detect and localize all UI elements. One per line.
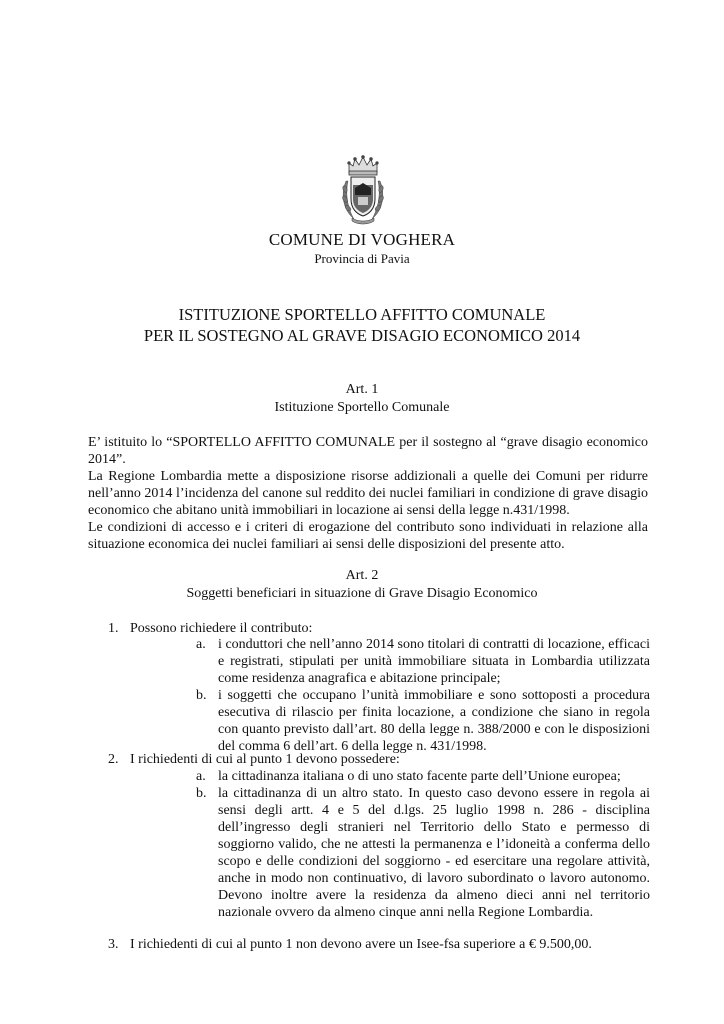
list-number: 2. (108, 752, 119, 767)
list-item-text: I richiedenti di cui al punto 1 devono possedere: (130, 752, 400, 767)
municipality-name: COMUNE DI VOGHERA (268, 230, 456, 249)
article-1-paragraph-3: Le condizioni di accesso e i criteri di erogazione del contributo sono individuati in relazione alla situazione economica dei nuclei familiari ai sensi delle disposizioni del presente atto. (88, 520, 648, 552)
article-2-subtitle: Soggetti beneficiari in situazione di Grave Disagio Economico (186, 586, 538, 601)
sub-item-2b (196, 785, 656, 938)
list-number: 3. (108, 937, 119, 952)
article-1-heading: Art. 1 (345, 382, 379, 397)
article-1-paragraph-2: La Regione Lombardia mette a disposizione risorse addizionali a quelle dei Comuni per ridurre nell’anno 2014 l’incidenza del canone sul reddito dei nuclei familiari in condizione di grave disagio economico che abitano unità immobiliari in locazione ai sensi della legge n.431/1998. (88, 469, 648, 518)
province-name: Provincia di Pavia (314, 251, 410, 266)
sub-item-text: i conduttori che nell’anno 2014 sono titolari di contratti di locazione, efficaci e registrati, stipulati per unità immobiliare situata in Lombardia utilizzata come residenza anagrafica e abitazione principale; (218, 637, 650, 686)
list-item-text: Possono richiedere il contributo: (130, 621, 313, 636)
sub-item-text: la cittadinanza di un altro stato. In questo caso devono essere in regola ai sensi degli artt. 4 e 5 del d.lgs. 25 luglio 1998 n. 286 - disciplina dell’ingresso degli stranieri nel Territorio dello Stato e permesso di soggiorno valido, che ne attesti la permanenza e l’idoneità a conferma dello scopo e delle condizioni del soggiorno - ed esercitare una regolare attività, anche in modo non continuativo, di lavoro subordinato o lavoro autonomo. Devono inoltre avere la residenza da almeno dieci anni nel territorio nazionale ovvero da almeno cinque anni nella Regione Lombardia. (218, 786, 650, 920)
article-2-heading: Art. 2 (345, 568, 379, 583)
coat-of-arms-icon (340, 155, 386, 225)
sub-item-text: la cittadinanza italiana o di uno stato facente parte dell’Unione europea; (218, 769, 621, 784)
article-1-paragraph-1: E’ istituito lo “SPORTELLO AFFITTO COMUNALE per il sostegno al “grave disagio economico 2014”. (88, 435, 648, 467)
sub-item-letter: a. (196, 769, 206, 784)
sub-item-1b (196, 687, 656, 755)
list-number: 1. (108, 621, 119, 636)
article-1-subtitle: Istituzione Sportello Comunale (274, 400, 450, 415)
sub-item-2a (196, 768, 656, 785)
sub-item-text: i soggetti che occupano l’unità immobiliare e sono sottoposti a procedura esecutiva di rilascio per finita locazione, a condizione che siano in regola con quanto previsto dall’art. 80 della legge n. 388/2000 e con le disposizioni del comma 6 dell’art. 6 della legge n. 431/1998. (218, 688, 650, 754)
document-title-line-2: PER IL SOSTEGNO AL GRAVE DISAGIO ECONOMICO 2014 (143, 326, 581, 345)
sub-item-letter: b. (196, 688, 207, 703)
sub-item-letter: a. (196, 637, 206, 652)
list-item-text: I richiedenti di cui al punto 1 non devono avere un Isee-fsa superiore a € 9.500,00. (130, 937, 592, 952)
document-title-line-1: ISTITUZIONE SPORTELLO AFFITTO COMUNALE (178, 305, 546, 324)
sub-item-letter: b. (196, 786, 207, 801)
